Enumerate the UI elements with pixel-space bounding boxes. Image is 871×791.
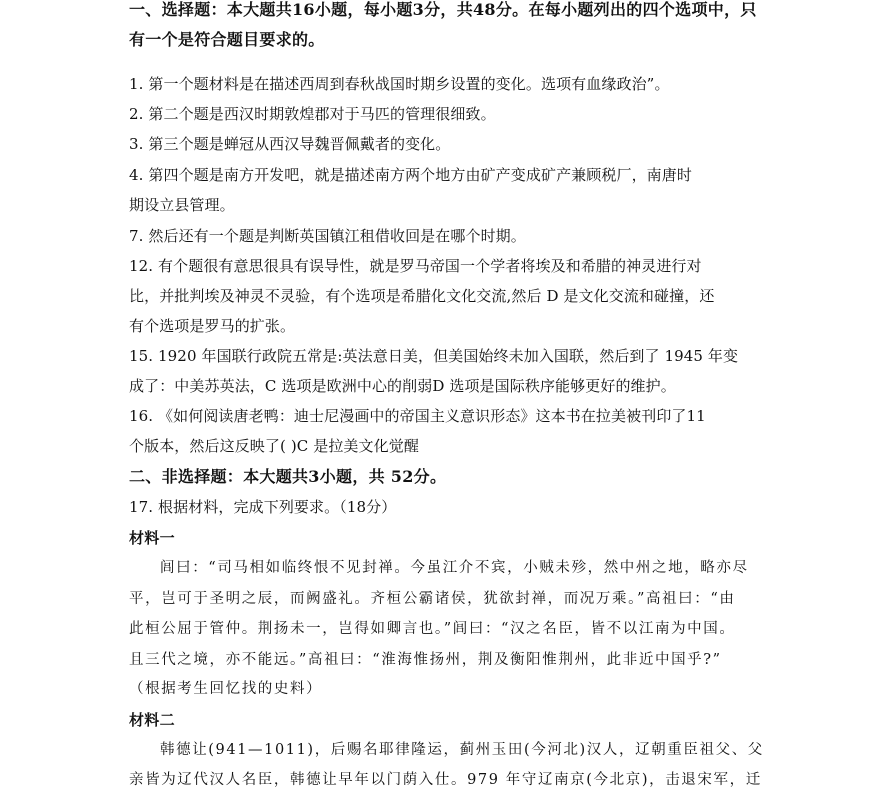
question-15-line2: 成了：中美苏英法，C 选项是欧洲中心的削弱D 选项是国际秩序能够更好的维护。 — [129, 377, 676, 395]
material1-line4: 且三代之境，亦不能远。”高祖曰：“淮海惟扬州，荆及衡阳惟荆州，此非近中国乎?” — [129, 652, 722, 668]
material1-line3: 此桓公屈于管仲。荆扬未一，岂得如卿言也。”闾曰：“汉之名臣，皆不以江南为中国。 — [129, 621, 736, 637]
question-12-line2: 比，并批判埃及神灵不灵验，有个选项是希腊化文化交流,然后 D 是文化交流和碰撞，还 — [129, 287, 715, 305]
material1-line1: 闾曰：“司马相如临终恨不见封禅。今虽江介不宾，小贼未殄，然中州之地，略亦尽 — [160, 560, 749, 576]
question-4-line2: 期设立县管理。 — [129, 196, 235, 214]
question-2: 2. 第二个题是西汉时期敦煌郡对于马匹的管理很细致。 — [129, 105, 496, 123]
section1-heading-line2: 有一个是符合题目要求的。 — [129, 30, 325, 49]
question-16-line2: 个版本，然后这反映了( )C 是拉美文化觉醒 — [129, 437, 419, 455]
material2-line1: 韩德让(941—1011)，后赐名耶律隆运，蓟州玉田(今河北)汉人，辽朝重臣祖父、父 — [160, 742, 764, 758]
question-3: 3. 第三个题是蝉冠从西汉导魏晋佩戴者的变化。 — [129, 135, 451, 153]
question-15-line1: 15. 1920 年国联行政院五常是:英法意日美，但美国始终未加入国联，然后到了 1945 年变 — [129, 347, 739, 365]
section2-heading: 二、非选择题：本大题共3小题，共 52分。 — [129, 467, 447, 486]
material2-line2: 亲皆为辽代汉人名臣，韩德让早年以门荫入仕。979 年守辽南京(今北京)，击退宋军，迁 — [129, 772, 762, 788]
question-16-line1: 16. 《如何阅读唐老鸭：迪士尼漫画中的帝国主义意识形态》这本书在拉美被刊印了11 — [129, 407, 706, 425]
material1-label: 材料一 — [129, 529, 175, 547]
material2-label: 材料二 — [129, 711, 175, 729]
question-12-line1: 12. 有个题很有意思很具有误导性，就是罗马帝国一个学者将埃及和希腊的神灵进行对 — [129, 257, 702, 275]
material1-source: （根据考生回忆找的史料） — [129, 681, 323, 697]
question-4-line1: 4. 第四个题是南方开发吧，就是描述南方两个地方由矿产变成矿产兼顾税厂，南唐时 — [129, 166, 692, 184]
question-17-prompt: 17. 根据材料，完成下列要求。（18分） — [129, 498, 397, 516]
question-1: 1. 第一个题材料是在描述西周到春秋战国时期乡设置的变化。选项有血缘政治”。 — [129, 75, 670, 93]
question-7: 7. 然后还有一个题是判断英国镇江租借收回是在哪个时期。 — [129, 227, 526, 245]
material1-line2: 平，岂可于圣明之辰，而阙盛礼。齐桓公霸诸侯，犹欲封禅，而况万乘。”高祖曰：“由 — [129, 591, 736, 607]
question-12-line3: 有个选项是罗马的扩张。 — [129, 317, 296, 335]
section1-heading-line1: 一、选择题：本大题共16小题，每小题3分，共48分。在每小题列出的四个选项中，只 — [129, 0, 757, 19]
